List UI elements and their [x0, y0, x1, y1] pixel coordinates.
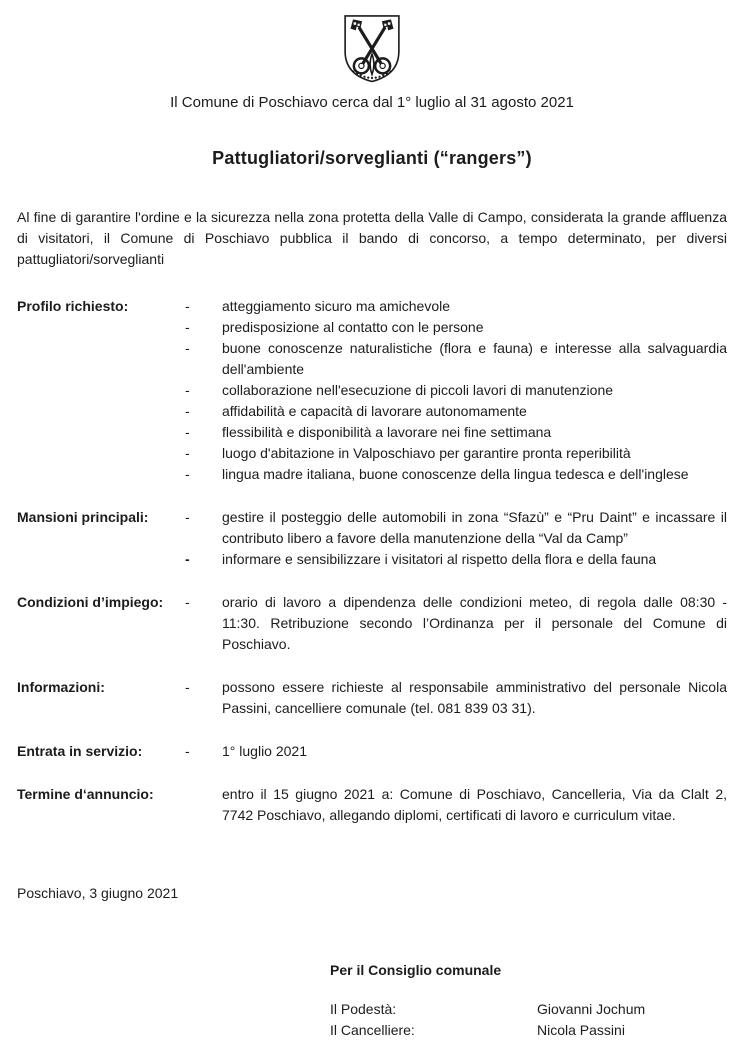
- item-text: informare e sensibilizzare i visitatori al rispetto della flora e della fauna: [222, 551, 657, 567]
- item-dash: -: [185, 319, 190, 335]
- section: [17, 507, 727, 570]
- item-dash: -: [185, 298, 190, 314]
- intro-paragraph: Al fine di garantire l'ordine e la sicurezza nella zona protetta della Valle di Campo, considerata la grande affluenza di visitatori, il Comune di Poschiavo pubblica il bando di concorso, a tempo determinato, per diversi pattugliatori/sorveglianti: [17, 209, 727, 267]
- section: [17, 784, 727, 826]
- item-text: possono essere richieste al responsabile amministrativo del personale Nicola Passini, cancelliere comunale (tel. 081 839 03 31).: [222, 679, 727, 716]
- item-text: luogo d'abitazione in Valposchiavo per garantire pronta reperibilità: [222, 445, 631, 461]
- section-label: Informazioni:: [17, 679, 105, 695]
- item-text: orario di lavoro a dipendenza delle condizioni meteo, di regola dalle 08:30 - 11:30. Retribuzione secondo l’Ordinanza per il personale del Comune di Poschiavo.: [222, 594, 727, 652]
- section-label: Entrata in servizio:: [17, 743, 143, 759]
- list-item: [185, 507, 727, 549]
- section-items: [185, 507, 727, 570]
- document-title: Pattugliatori/sorveglianti (“rangers”): [212, 148, 532, 168]
- signature-block: [330, 960, 727, 1041]
- signature-row: [330, 1020, 727, 1041]
- section: [17, 741, 727, 762]
- list-item: [185, 380, 727, 401]
- signature-rows: [330, 999, 727, 1041]
- item-dash: -: [185, 679, 190, 695]
- item-dash: -: [185, 509, 190, 525]
- sections: [17, 296, 727, 826]
- section-items: [185, 741, 727, 762]
- item-text: atteggiamento sicuro ma amichevole: [222, 298, 451, 314]
- emblem-container: [17, 14, 727, 84]
- item-dash: -: [185, 382, 190, 398]
- list-item: [185, 317, 727, 338]
- list-item: [185, 741, 727, 762]
- signature-name: Giovanni Jochum: [537, 1001, 646, 1017]
- item-text: collaborazione nell'esecuzione di piccoli lavori di manutenzione: [222, 382, 614, 398]
- item-dash: -: [185, 466, 190, 482]
- list-item: [185, 464, 727, 485]
- list-item: [185, 549, 727, 570]
- section-items: [185, 677, 727, 719]
- item-text: lingua madre italiana, buone conoscenze della lingua tedesca e dell'inglese: [222, 466, 689, 482]
- section-label: Condizioni d’impiego:: [17, 594, 164, 610]
- item-dash: -: [185, 551, 190, 567]
- item-dash: -: [185, 340, 190, 356]
- item-dash: [185, 784, 222, 826]
- signature-name: Nicola Passini: [537, 1022, 625, 1038]
- section: [17, 677, 727, 719]
- item-text: flessibilità e disponibilità a lavorare nei fine settimana: [222, 424, 552, 440]
- item-dash: -: [185, 743, 190, 759]
- list-item: [185, 784, 727, 826]
- section: [17, 296, 727, 485]
- list-item: [185, 422, 727, 443]
- list-item: [185, 296, 727, 317]
- list-item: [185, 677, 727, 719]
- item-dash: -: [185, 403, 190, 419]
- item-dash: -: [185, 445, 190, 461]
- item-text: affidabilità e capacità di lavorare autonomamente: [222, 403, 527, 419]
- section-items: [185, 592, 727, 655]
- document-subtitle: Il Comune di Poschiavo cerca dal 1° luglio al 31 agosto 2021: [170, 94, 574, 111]
- item-text: 1° luglio 2021: [222, 743, 307, 759]
- list-item: [185, 592, 727, 655]
- list-item: [185, 338, 727, 380]
- section: [17, 592, 727, 655]
- signature-row: [330, 999, 727, 1020]
- section-items: [185, 784, 727, 826]
- signature-title: Per il Consiglio comunale: [330, 962, 502, 978]
- item-text: predisposizione al contatto con le persone: [222, 319, 484, 335]
- item-text: gestire il posteggio delle automobili in zona “Sfazù” e “Pru Daint” e incassare il contributo libero a favore della manutenzione della “Val da Camp”: [222, 509, 727, 546]
- signature-role: Il Cancelliere:: [330, 1022, 415, 1038]
- item-dash: -: [185, 424, 190, 440]
- section-label: Profilo richiesto:: [17, 298, 129, 314]
- item-text: buone conoscenze naturalistiche (flora e fauna) e interesse alla salvaguardia dell'ambiente: [222, 340, 727, 377]
- signature-role: Il Podestà:: [330, 1001, 397, 1017]
- poschiavo-coat-of-arms-icon: [333, 14, 411, 84]
- list-item: [185, 401, 727, 422]
- section-label: Mansioni principali:: [17, 509, 149, 525]
- section-items: [185, 296, 727, 485]
- place-date: Poschiavo, 3 giugno 2021: [17, 885, 179, 901]
- section-label: Termine d‘annuncio:: [17, 786, 154, 802]
- item-text: entro il 15 giugno 2021 a: Comune di Poschiavo, Cancelleria, Via da Clalt 2, 7742 Poschiavo, allegando diplomi, certificati di lavoro e curriculum vitae.: [222, 786, 727, 823]
- list-item: [185, 443, 727, 464]
- item-dash: -: [185, 594, 190, 610]
